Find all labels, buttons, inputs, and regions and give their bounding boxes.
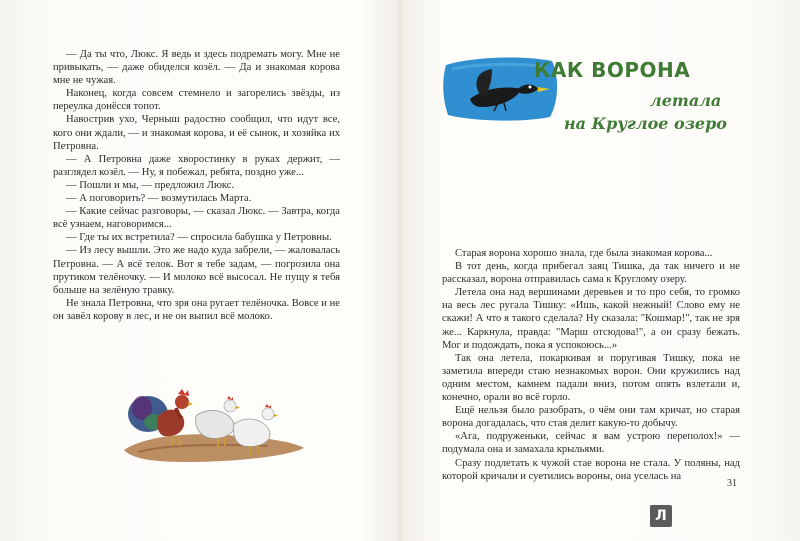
right-page-text xyxy=(442,247,740,483)
watermark-letter: Л xyxy=(655,508,667,524)
page-number: 31 xyxy=(727,478,737,489)
paragraph: Не знала Петровна, что зря она ругает телёночка. Вовсе и не он завёл корову в лес, и не он выпил всё молоко. xyxy=(53,297,340,322)
paragraph: Старая ворона хорошо знала, где была знакомая корова... xyxy=(455,248,713,259)
left-page xyxy=(0,0,398,541)
paragraph: — А поговорить? — возмутилась Марта. xyxy=(66,193,252,205)
paragraph: «Ага, подруженьки, сейчас я вам устрою переполох!» — подумала она и замахала крыльями. xyxy=(442,431,740,456)
paragraph: В тот день, когда прибегал заяц Тишка, да так ничего и не рассказал, ворона отправилась сама к Круглому озеру. xyxy=(442,261,740,286)
paragraph: Летела она над вершинами деревьев и то про себя, то громко на весь лес ругала Тишку: «Ишь, какой нежный! Слово ему не скажи! А что я такого сделала? Ну сказала: "Кошмар!", так не зря же... Каркнула, правда: "Марш отсюдова!", а он сразу бежать. Мог и подождать, пока я успокоюсь...» xyxy=(442,287,740,351)
story-title-line-2: летала xyxy=(650,91,722,110)
paragraph: — Из лесу вышли. Это же надо куда забрели, — жаловалась Петровна. — А всё телок. Вот я тебе задам, — погрозила она прутиком телёночку. — И молоко всё высосал. Не пущу я тебя больше на зелёную травку. xyxy=(53,245,340,296)
paragraph: — Пошли и мы, — предложил Люкс. xyxy=(66,179,235,191)
paragraph: Сразу подлетать к чужой стае ворона не стала. У поляны, над которой кричали и суетились вороны, она уселась на xyxy=(442,457,740,482)
watermark-logo-icon xyxy=(650,505,672,527)
paragraph: — Где ты их встретила? — спросила бабушка у Петровны. xyxy=(66,232,332,244)
right-page xyxy=(402,0,800,541)
paragraph: — Какие сейчас разговоры, — сказал Люкс. — Завтра, когда всё узнаем, наговоримся... xyxy=(53,206,340,231)
roosters-illustration xyxy=(118,372,308,472)
paragraph: Так она летела, покаркивая и поругивая Тишку, пока не заметила впереди стаю незнакомых ворон. Они кружились над одним местом, камнем падали вниз, потом опять взлетали и, конечно, орали во всё горло. xyxy=(442,352,740,404)
left-page-text xyxy=(53,48,340,323)
paragraph: — А Петровна даже хворостинку в руках держит, — разглядел козёл. — Ну, я побежал, ребята, поздно уже... xyxy=(53,153,340,178)
paragraph: Навострив ухо, Черныш радостно сообщил, что идут все, кого они ждали, — и знакомая корова, и её сынок, и хозяйка их Петровна. xyxy=(53,114,340,152)
story-title-line-1: КАК ВОРОНА xyxy=(534,58,691,82)
paragraph: Ещё нельзя было разобрать, о чём они там кричат, но старая ворона догадалась, что стая делит какую-то добычу. xyxy=(442,405,740,430)
story-title-line-3: на Круглое озеро xyxy=(564,114,727,133)
paragraph: Наконец, когда совсем стемнело и загорелись звёзды, из переулка донёсся топот. xyxy=(53,88,340,113)
paragraph: — Да ты что, Люкс. Я ведь и здесь подремать могу. Мне не привыкать, — даже обиделся козёл. — Да и знакомая корова мне не чужая. xyxy=(53,49,340,87)
